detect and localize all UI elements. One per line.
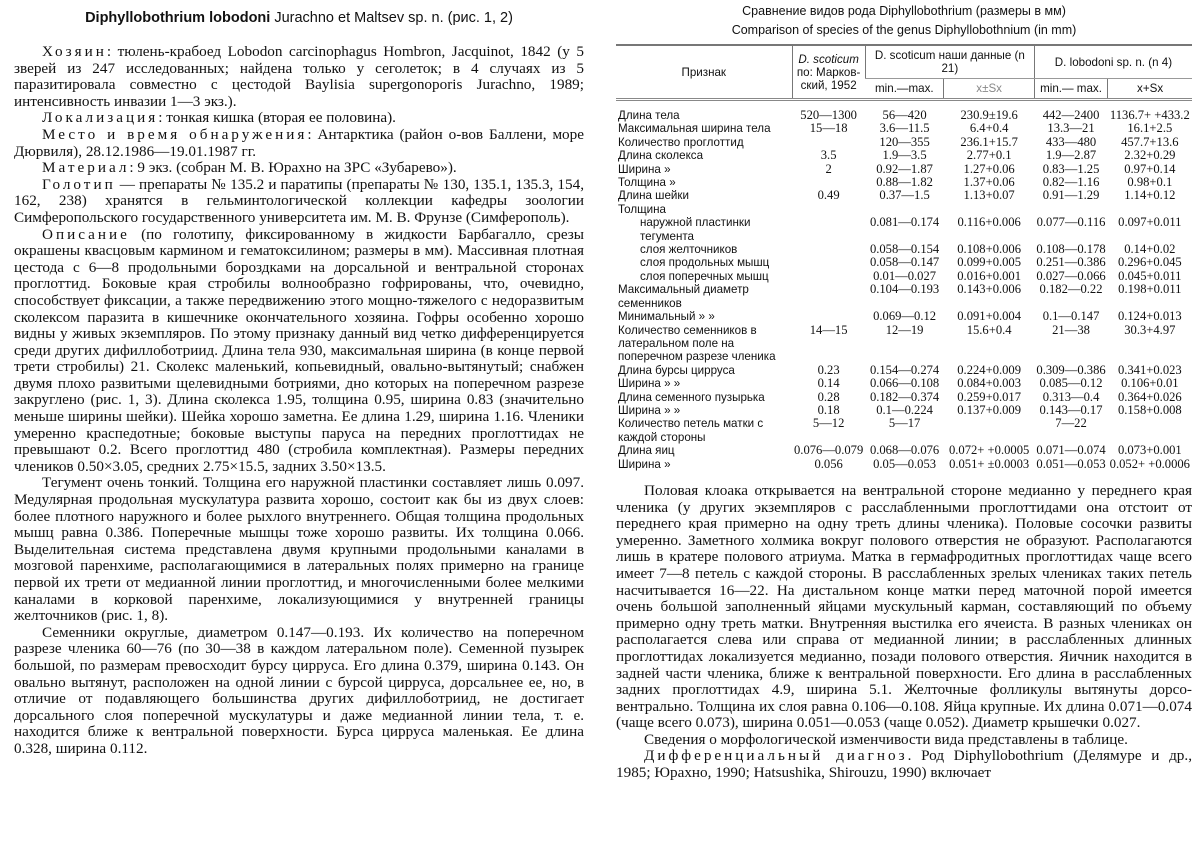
paragraph-host: Хозяин: тюлень-крабоед Lobodon carcinophagus Hombron, Jacquinot, 1842 (у 5 зверей из 247 исследованных; найдена только у сеголеток; в 4 случаях из 5 паразитировала совместно с цестодой Baylisia supergonoporis Jurachno, 1989; интенсивность инвазии 1—3 экз.). <box>14 43 584 110</box>
cell-lob-mean <box>1108 417 1192 444</box>
paragraph-tegument: Тегумент очень тонкий. Толщина его наружной пластинки составляет лишь 0.097. Медулярная продольная мускулатура развита хорошо, состоит как бы из двух слоев: более плотного наружного и более рыхлого внутреннего. Общая толщина продольных мышц равна 0.386. Поперечные мышцы тоже хорошо развиты. Их толщина 0.066. Выделительная система представлена двумя крупными продольными каналами в мозговой паренхиме, располагающимися в латеральных полях примерно на границе первой их трети от медианной линии проглоттид, и многочисленными более мелкими каналами в корковой паренхиме, локализующимися у внутренней границы желточников (рис. 1, 8). <box>14 474 584 625</box>
row-label: Длина шейки <box>618 189 689 203</box>
header-mean-sd-2: x+Sx <box>1108 79 1192 100</box>
cell-ours-range: 0.058—0.154 <box>869 242 940 257</box>
cell-ours-range: 0.05—0.053 <box>873 456 937 471</box>
cell-lob-mean: 0.198+0.011 <box>1118 282 1182 297</box>
cell-ours-mean: 0.224+0.009 <box>957 362 1022 377</box>
cell-ours-mean: 1.27+0.06 <box>963 161 1015 176</box>
cell-ours-range: 0.066—0.108 <box>869 376 940 391</box>
cell-ours-range: 12—19 <box>885 322 924 337</box>
cell-ours-range: 0.182—0.374 <box>869 389 940 404</box>
paragraph-material: Материал: 9 экз. (собран М. В. Юрахно на ЗРС «Зубарево»). <box>42 159 457 177</box>
cell-lob-mean: 0.045+0.011 <box>1118 268 1182 283</box>
cell-ours-mean: 0.099+0.005 <box>957 255 1022 270</box>
table-row <box>616 404 1192 417</box>
paragraph-testes: Семенники округлые, диаметром 0.147—0.193. Их количество на поперечном разрезе членика 60—76 (по 30—38 в каждом латеральном поле). Семенной пузырек большой, по размерам превосходит бурсу цирруса. Его длина 0.379, ширина 0.143. Он овально вытянут, расположен на одной линии с бурсой цирруса, дорсальнее ее, но, в отличие от подавляющего большинства других дифиллоботриид, не достигает дорсального слоя поперечной мускулатуры и даже медианной линии тела, т. е. находится ближе к вентральной поверхности. Бурса цирруса маленькая. Ее длина 0.328, ширина 0.112. <box>14 623 584 757</box>
cell-ours-range: 0.154—0.274 <box>869 362 940 377</box>
table-row <box>616 109 1192 122</box>
cell-ours-range: 0.069—0.12 <box>873 309 937 324</box>
cell-lob-range: 433—480 <box>1045 134 1097 149</box>
species-heading <box>14 10 584 26</box>
species-name: Diphyllobothrium lobodoni <box>85 10 271 26</box>
cell-markov: 0.14 <box>817 376 840 391</box>
cell-ours-mean: 0.091+0.004 <box>957 309 1022 324</box>
row-label: Длина сколекса <box>618 149 704 163</box>
cell-ours-range: 3.6—11.5 <box>879 121 930 136</box>
cell-markov <box>792 310 865 323</box>
cell-ours-range: 5—17 <box>888 416 921 431</box>
row-label: Ширина » » <box>618 377 681 391</box>
cell-lob-range: 0.313—0.4 <box>1042 389 1100 404</box>
row-label: Количество проглоттид <box>618 135 744 149</box>
table-row <box>616 458 1192 471</box>
cell-lob-range: 21—38 <box>1052 322 1090 337</box>
cell-ours-mean: 6.4+0.4 <box>969 121 1009 136</box>
header-minmax-2: min.— max. <box>1034 79 1107 100</box>
cell-ours-range: 0.068—0.076 <box>869 443 940 458</box>
cell-ours-mean: 236.1+15.7 <box>960 134 1018 149</box>
header-minmax: min.—max. <box>865 79 944 100</box>
cell-ours-mean: 0.016+0.001 <box>957 268 1022 283</box>
cell-ours-mean: 0.108+0.006 <box>957 242 1022 257</box>
table-row <box>616 203 1192 216</box>
cell-lob-mean: 0.14+0.02 <box>1124 242 1176 257</box>
cell-markov: 2 <box>825 161 832 176</box>
cell-markov <box>792 216 865 243</box>
table-row <box>616 310 1192 323</box>
paragraph-description: Описание (по голотипу, фиксированному в жидкости Барбагалло, срезы окрашены квасцовым кармином и гематоксилином; размеры в мм). Массивная плотная цестода с 6—8 продольными бороздками на дорсальной и вентральной сторонах проглоттид. Боковые края стробилы волнообразно гофрированы, что, очевидно, способствует фиксации, а также передвижению этого мощно-тяжелого с недоразвитым сколексом паразита в кишечнике окончательного хозяина. Гофры особенно хорошо видны у живых экземпляров. По этому признаку данный вид четко дифференцируется среди других дифиллоботриид. Длина тела 930, максимальная ширина (в конце первой трети стробилы) 21. Сколекс маленький, копьевидный, овально-вытянутый; снабжен двумя плохо развитыми щелевидными ботриями, дно которых на поперечном разрезе закруглено (рис. 1, 3). Длина сколекса 1.95, толщина 0.95, ширина 0.83 (значительно меньше ширины шейки). Шейка хорошо заметна. Ее длина 1.29, ширина 1.16. Членики умеренно краспедотные; боковые выступы паруса на передних проглоттидах не превышают 0.2. Всего проглоттид 480 (стробила комплектная). Размеры передних члеников 0.50×3.05, средних 2.75×15.5, задних 3.50×13.5. <box>14 225 584 475</box>
table-row <box>616 324 1192 364</box>
left-column <box>14 0 584 758</box>
cell-lob-range: 442—2400 <box>1042 108 1100 122</box>
cell-lob-mean: 0.052+ +0.0006 <box>1109 456 1190 471</box>
cell-markov: 0.28 <box>817 389 840 404</box>
row-label: Ширина » <box>618 162 671 176</box>
table-row <box>616 189 1192 202</box>
cell-lob-mean: 1.14+0.12 <box>1124 188 1176 203</box>
cell-ours-range: 0.01—0.027 <box>873 268 937 283</box>
row-label: Ширина » <box>618 457 671 471</box>
table-row <box>616 417 1192 444</box>
row-label: Длина яиц <box>618 444 675 458</box>
cell-lob-range: 0.077—0.116 <box>1036 215 1106 230</box>
cell-ours-range: 1.9—3.5 <box>882 148 927 163</box>
row-label: слоя желточников <box>640 243 738 257</box>
cell-ours-range <box>865 203 944 216</box>
cell-lob-range: 0.82—1.16 <box>1042 175 1100 190</box>
cell-lob-range: 7—22 <box>1055 416 1087 431</box>
cell-ours-mean: 15.6+0.4 <box>966 322 1012 337</box>
cell-lob-range: 0.1—0.147 <box>1042 309 1100 324</box>
cell-lob-mean: 0.097+0.011 <box>1118 215 1182 230</box>
paragraph-localization: Локализация: тонкая кишка (вторая ее половина). <box>42 109 396 127</box>
cell-ours-mean: 0.072+ +0.0005 <box>948 443 1030 458</box>
cell-lob-mean: 0.296+0.045 <box>1117 255 1182 270</box>
table-row <box>616 216 1192 243</box>
row-label: Длина бурсы цирруса <box>618 363 735 377</box>
cell-lob-mean: 0.98+0.1 <box>1127 175 1173 190</box>
cell-lob-mean: 0.106+0.01 <box>1121 376 1179 391</box>
cell-ours-mean: 1.13+0.07 <box>963 188 1015 203</box>
cell-ours-mean: 0.084+0.003 <box>957 376 1022 391</box>
cell-markov <box>792 256 865 269</box>
cell-markov <box>792 176 865 189</box>
cell-ours-range: 0.1—0.224 <box>876 402 933 417</box>
table-row <box>616 149 1192 162</box>
cell-lob-range <box>1034 203 1107 216</box>
cell-lob-mean: 0.341+0.023 <box>1117 362 1182 377</box>
cell-ours-mean: 0.137+0.009 <box>957 402 1022 417</box>
header-ours-group: D. scoticum наши данные (n 21) <box>865 45 1034 79</box>
cell-ours-range: 0.058—0.147 <box>869 255 940 270</box>
table-caption-ru: Сравнение видов рода Diphyllobothrium (размеры в мм) <box>742 4 1066 18</box>
cell-lob-mean: 457.7+13.6 <box>1121 134 1179 149</box>
cell-ours-range: 56—420 <box>882 108 927 122</box>
table-row <box>616 176 1192 189</box>
cell-lob-range: 0.309—0.386 <box>1036 362 1106 377</box>
row-label: Количество семенников в латеральном поле на поперечном разрезе членика <box>618 323 776 364</box>
cell-markov: 0.23 <box>817 362 840 377</box>
cell-markov <box>792 270 865 283</box>
row-label: слоя продольных мышц <box>640 256 770 270</box>
table-row <box>616 444 1192 457</box>
cell-markov: 5—12 <box>812 416 845 431</box>
table-row <box>616 136 1192 149</box>
cell-ours-mean: 230.9±19.6 <box>960 108 1018 122</box>
cell-ours-mean: 1.37+0.06 <box>963 175 1015 190</box>
cell-lob-mean: 0.158+0.008 <box>1117 402 1182 417</box>
table-row <box>616 377 1192 390</box>
row-label: Ширина » » <box>618 403 681 417</box>
cell-ours-range: 0.081—0.174 <box>869 215 940 230</box>
cell-lob-range: 0.051—0.053 <box>1036 456 1106 471</box>
species-authors: Jurachno et Maltsev sp. n. (рис. 1, 2) <box>274 10 513 26</box>
cell-ours-mean: 0.259+0.017 <box>957 389 1022 404</box>
paragraph-place-time: Место и время обнаружения: Антарктика (район о-вов Баллени, море Дюрвиля), 28.12.1986—19.01.1987 гг. <box>14 125 584 160</box>
header-mean-sd: x±Sx <box>944 79 1035 100</box>
table-row <box>616 122 1192 135</box>
cell-lob-mean: 2.32+0.29 <box>1124 148 1176 163</box>
comparison-table <box>616 44 1192 471</box>
table-row <box>616 163 1192 176</box>
cell-lob-range: 1.9—2.87 <box>1045 148 1097 163</box>
cell-lob-range: 0.071—0.074 <box>1036 443 1106 458</box>
cell-lob-mean <box>1108 203 1192 216</box>
cell-lob-mean: 0.073+0.001 <box>1117 443 1182 458</box>
cell-ours-mean: 0.116+0.006 <box>957 215 1021 230</box>
cell-markov: 0.056 <box>814 456 843 471</box>
row-label: Максимальная ширина тела <box>618 122 771 136</box>
header-markov: D. scoticum по: Марков-ский, 1952 <box>792 45 865 100</box>
cell-ours-range: 0.104—0.193 <box>869 282 940 297</box>
cell-markov: 520—1300 <box>800 108 857 122</box>
table-caption-en: Comparison of species of the genus Diphyllobothnium (in mm) <box>731 23 1077 37</box>
cell-lob-range: 13.3—21 <box>1047 121 1095 136</box>
cell-lob-mean: 0.124+0.013 <box>1117 309 1182 324</box>
cell-lob-mean: 30.3+4.97 <box>1124 322 1176 337</box>
paragraph-variability: Сведения о морфологической изменчивости вида представлены в таблице. <box>644 730 1128 748</box>
table-row <box>616 364 1192 377</box>
row-label: наружной пластинки тегумента <box>640 216 751 243</box>
cell-lob-range: 0.143—0.17 <box>1039 402 1103 417</box>
table-row <box>616 283 1192 310</box>
paragraph-diagnosis: Дифференциальный диагноз. Род Diphyllobothrium (Делямуре и др., 1985; Юрахно, 1990; Hatsushika, Shirouzu, 1990) включает <box>616 747 1192 782</box>
cell-lob-range: 0.085—0.12 <box>1039 376 1103 391</box>
cell-lob-mean: 0.97+0.14 <box>1124 161 1176 176</box>
cell-markov: 0.076—0.079 <box>794 443 864 458</box>
cell-markov: 0.49 <box>817 188 840 203</box>
header-lobodoni-group: D. lobodoni sp. n. (n 4) <box>1034 45 1192 79</box>
row-label: Толщина <box>618 202 666 216</box>
cell-markov: 14—15 <box>809 322 848 337</box>
cell-markov <box>792 283 865 310</box>
cell-ours-range: 0.37—1.5 <box>879 188 930 203</box>
cell-lob-range: 0.91—1.29 <box>1042 188 1100 203</box>
cell-lob-range: 0.027—0.066 <box>1036 268 1106 283</box>
table-row <box>616 256 1192 269</box>
table-row <box>616 270 1192 283</box>
cell-lob-mean: 16.1+2.5 <box>1127 121 1173 136</box>
cell-lob-mean: 0.364+0.026 <box>1117 389 1182 404</box>
cell-lob-range: 0.182—0.22 <box>1039 282 1103 297</box>
cell-ours-mean: 2.77+0.1 <box>966 148 1012 163</box>
cell-markov: 15—18 <box>809 121 848 136</box>
row-label: Длина тела <box>618 109 680 122</box>
cell-lob-range: 0.108—0.178 <box>1036 242 1106 257</box>
row-label: Длина семенного пузырька <box>618 390 765 404</box>
cell-markov <box>792 203 865 216</box>
cell-markov <box>792 243 865 256</box>
cell-lob-range: 0.83—1.25 <box>1042 161 1100 176</box>
cell-lob-range: 0.251—0.386 <box>1036 255 1106 270</box>
cell-ours-range: 0.88—1.82 <box>876 175 933 190</box>
cell-ours-range: 0.92—1.87 <box>876 161 933 176</box>
cell-ours-range: 120—355 <box>879 134 930 149</box>
right-column <box>616 0 1192 782</box>
table-row <box>616 243 1192 256</box>
table-row <box>616 391 1192 404</box>
row-label: Толщина » <box>618 176 676 190</box>
cell-ours-mean: 0.143+0.006 <box>957 282 1022 297</box>
row-label: слоя поперечных мышц <box>640 269 769 283</box>
cell-ours-mean <box>944 203 1035 216</box>
paragraph-holotype: Голотип — препараты № 135.2 и паратипы (препараты № 130, 135.1, 135.3, 154, 162, 238) хранятся в гельминтологической коллекции кафедры зоологии Симферопольского государственного университета им. М. В. Фрунзе (Симферополь). <box>14 175 584 226</box>
header-feature: Признак <box>616 45 792 100</box>
cell-markov: 3.5 <box>820 148 837 163</box>
paragraph-genital: Половая клоака открывается на вентральной стороне медианно у переднего края членика (у других экземпляров с расслабленными проглоттидами она отстоит от переднего края примерно на одну треть длины членика). Половые сосочки развиты умеренно. Заметного холмика вокруг полового отверстия не образуют. Располагаются лишь в кратере полового атриума. Матка в гермафродитных проглоттидах чаще всего имеет 7—8 петель с каждой стороны. В расслабленных зрелых члениках таких петель насчитывается 16—22. На дистальном конце матки перед маточной порой имеется очень большой заполненный яйцами мускульный карман, составляющий по объему примерно одну треть матки. Внутренняя выстилка его ячеиста. В разных члениках он располагается слева или справа от медианной линии; в расслабленных длинных проглоттидах локализуется медианно, позади полового отверстия. Яичник находится в задней части членика, ближе к вентральной поверхности. Его длина в расслабленных задних проглоттидах 4.9, ширина 5.1. Желточные фолликулы вытянуты дорсо-вентрально. Толщина их слоя равна 0.106—0.108. Яйца крупные. Их длина 0.071—0.074 (чаще всего 0.073), ширина 0.051—0.053 (чаще 0.052). Диаметр крышечки 0.027. <box>616 481 1192 732</box>
table-body <box>616 100 1192 471</box>
cell-lob-mean: 1136.7+ +433.2 <box>1109 108 1190 122</box>
row-label: Количество петель матки с каждой стороны <box>618 417 764 444</box>
cell-ours-mean: 0.051+ ±0.0003 <box>949 456 1030 471</box>
cell-markov: 0.18 <box>817 402 840 417</box>
cell-ours-mean <box>944 417 1035 444</box>
cell-markov <box>792 136 865 149</box>
row-label: Максимальный диаметр семенников <box>618 283 749 310</box>
row-label: Минимальный » » <box>618 310 715 324</box>
